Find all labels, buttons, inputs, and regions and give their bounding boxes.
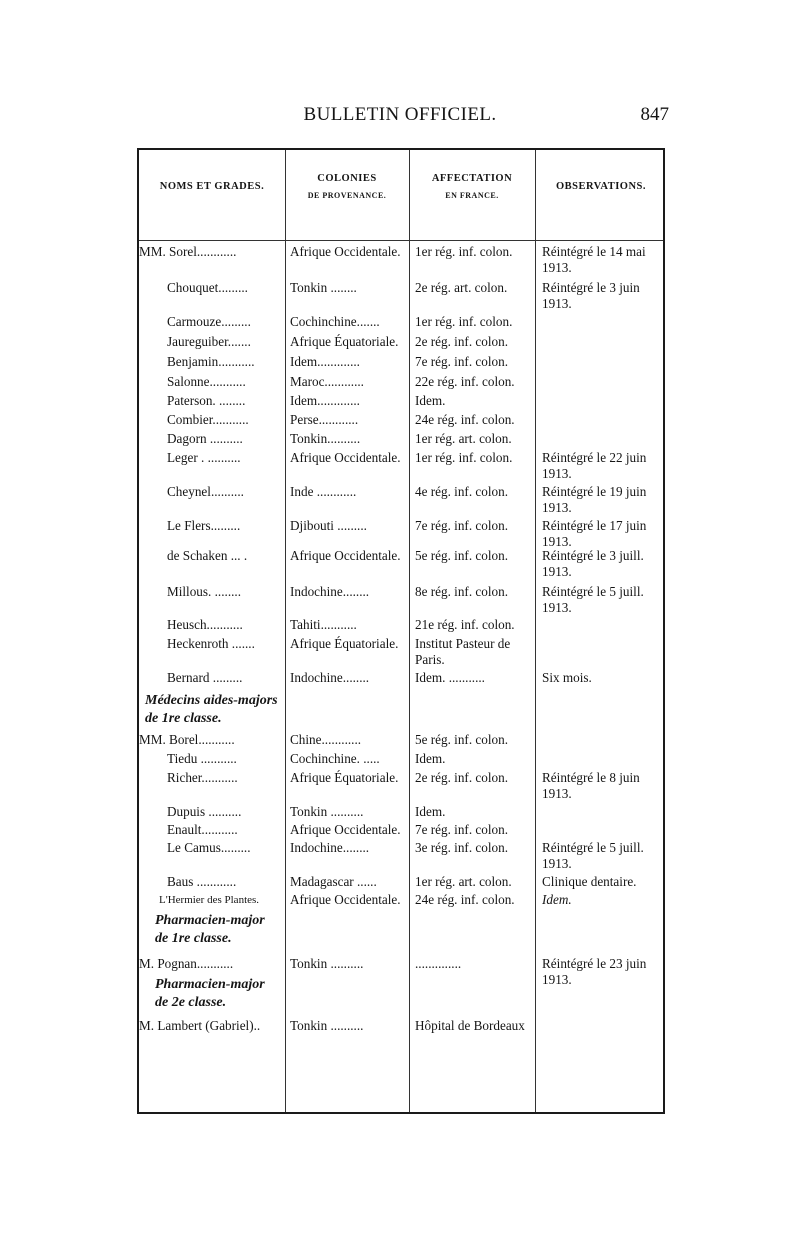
affectation-cell: 24e rég. inf. colon. [415,412,515,427]
table-row [139,584,663,615]
colony-cell: Maroc............ [290,374,364,389]
name-cell: MM. Sorel............ [139,244,237,259]
affectation-cell: 24e rég. inf. colon. [415,892,515,907]
page-header [0,104,800,132]
colony-cell: Afrique Occidentale. [290,822,401,837]
observation-cell: Réintégré le 14 mai 1913. [542,244,646,275]
column-header-observations: OBSERVATIONS. [555,181,647,192]
colony-cell: Tahiti........... [290,617,357,632]
observation-cell: Réintégré le 17 juin 1913. [542,518,647,549]
affectation-cell: 22e rég. inf. colon. [415,374,515,389]
table-row [139,354,663,376]
page-number: 847 [640,104,669,125]
affectation-cell: 21e rég. inf. colon. [415,617,515,632]
name-cell: Dupuis .......... [167,804,242,819]
table-row [139,484,663,515]
column-header-affectation-sub: EN FRANCE. [445,191,499,201]
affectation-cell: 3e rég. inf. colon. [415,840,509,855]
observation-cell: Réintégré le 3 juin 1913. [542,280,640,311]
colony-cell: Afrique Équatoriale. [290,334,399,349]
column-header-colonies-title: COLONIES [317,173,377,184]
table-row [139,548,663,579]
table-row [139,892,663,914]
affectation-cell: 5e rég. inf. colon. [415,548,509,563]
colony-cell: Afrique Équatoriale. [290,636,399,651]
colony-cell: Indochine........ [290,584,370,599]
section-heading: Médecins aides-majors de 1re classe. [145,693,278,726]
table-row [139,1018,663,1040]
affectation-cell: 8e rég. inf. colon. [415,584,509,599]
colony-cell: Madagascar ...... [290,874,377,889]
name-cell: Heckenroth ....... [167,636,255,651]
affectation-cell: 1er rég. inf. colon. [415,244,513,259]
affectation-cell: .............. [415,956,462,971]
name-cell: Chouquet......... [167,280,248,295]
affectation-cell: 2e rég. inf. colon. [415,770,509,785]
table-row [139,670,663,692]
colony-cell: Tonkin .......... [290,804,364,819]
observation-cell: Réintégré le 8 juin 1913. [542,770,640,801]
column-header-colonies-sub: DE PROVENANCE. [307,191,387,201]
affectation-cell: Idem. [415,804,446,819]
section-heading: Pharmacien-major de 2e classe. [155,977,265,1010]
table-row [139,518,663,549]
header-rule [139,240,663,241]
colony-cell: Afrique Occidentale. [290,548,401,563]
name-cell: Leger . .......... [167,450,241,465]
name-cell: Millous. ........ [167,584,242,599]
personnel-table [137,148,665,1114]
affectation-cell: 1er rég. art. colon. [415,874,512,889]
colony-cell: Afrique Occidentale. [290,892,401,907]
colony-cell: Indochine........ [290,840,370,855]
column-header-colonies [287,172,407,201]
colony-cell: Perse............ [290,412,359,427]
name-cell: Enault........... [167,822,238,837]
colony-cell: Cochinchine. ..... [290,751,380,766]
colony-cell: Tonkin.......... [290,431,361,446]
name-cell: Carmouze......... [167,314,251,329]
colony-cell: Tonkin ........ [290,280,357,295]
name-cell: Salonne........... [167,374,246,389]
affectation-cell: 7e rég. inf. colon. [415,518,509,533]
affectation-cell: 2e rég. art. colon. [415,280,508,295]
table-row [139,956,663,987]
name-cell: Paterson. ........ [167,393,246,408]
observation-cell: Clinique dentaire. [542,874,637,889]
colony-cell: Idem............. [290,393,360,408]
running-title: BULLETIN OFFICIEL. [303,104,497,125]
colony-cell: Djibouti ......... [290,518,367,533]
table-row [139,840,663,871]
name-cell: L'Hermier des Plantes. [159,894,260,906]
colony-cell: Afrique Occidentale. [290,244,401,259]
table-row [139,244,663,275]
table-row [139,334,663,356]
observation-cell: Idem. [542,892,572,907]
name-cell: Combier........... [167,412,249,427]
name-cell: Dagorn .......... [167,431,243,446]
affectation-cell: Idem. ........... [415,670,485,685]
table-row [139,636,663,670]
section-heading: Pharmacien-major de 1re classe. [155,913,265,946]
affectation-cell: 1er rég. inf. colon. [415,314,513,329]
colony-cell: Cochinchine....... [290,314,380,329]
name-cell: M. Pognan........... [139,956,234,971]
name-cell: Heusch........... [167,617,243,632]
name-cell: Richer........... [167,770,238,785]
name-cell: Le Flers......... [167,518,241,533]
name-cell: Tiedu ........... [167,751,237,766]
affectation-cell: 5e rég. inf. colon. [415,732,509,747]
affectation-cell: 2e rég. inf. colon. [415,334,509,349]
colony-cell: Tonkin .......... [290,956,364,971]
name-cell: MM. Borel........... [139,732,235,747]
table-row [139,450,663,481]
name-cell: Jaureguiber....... [167,334,251,349]
observation-cell: Réintégré le 19 juin 1913. [542,484,647,515]
affectation-cell: 1er rég. inf. colon. [415,450,513,465]
colony-cell: Afrique Équatoriale. [290,770,399,785]
observation-cell: Réintégré le 5 juill. 1913. [542,840,644,871]
name-cell: Benjamin........... [167,354,255,369]
name-cell: Cheynel.......... [167,484,244,499]
colony-cell: Tonkin .......... [290,1018,364,1033]
colony-cell: Afrique Occidentale. [290,450,401,465]
affectation-cell: 1er rég. art. colon. [415,431,512,446]
name-cell: M. Lambert (Gabriel).. [139,1018,261,1033]
colony-cell: Idem............. [290,354,360,369]
affectation-cell: Hôpital de Bordeaux [415,1018,525,1033]
table-row [139,314,663,336]
affectation-cell: 7e rég. inf. colon. [415,354,509,369]
column-header-affectation [411,172,533,201]
affectation-cell: 7e rég. inf. colon. [415,822,509,837]
colony-cell: Chine............ [290,732,362,747]
affectation-cell: 4e rég. inf. colon. [415,484,509,499]
name-cell: Le Camus......... [167,840,251,855]
table-row [139,280,663,311]
affectation-cell: Idem. [415,393,446,408]
affectation-cell: Idem. [415,751,446,766]
name-cell: Bernard ......... [167,670,243,685]
name-cell: de Schaken ... . [167,548,248,563]
observation-cell: Six mois. [542,670,592,685]
name-cell: Baus ............ [167,874,237,889]
table-row [139,770,663,801]
column-header-names: NOMS ET GRADES. [159,181,265,192]
colony-cell: Inde ............ [290,484,357,499]
affectation-cell: Institut Pasteur de Paris. [415,636,511,667]
column-header-affectation-title: AFFECTATION [431,173,513,184]
observation-cell: Réintégré le 23 juin 1913. [542,956,647,987]
observation-cell: Réintégré le 22 juin 1913. [542,450,647,481]
observation-cell: Réintégré le 5 juill. 1913. [542,584,644,615]
colony-cell: Indochine........ [290,670,370,685]
observation-cell: Réintégré le 3 juill. 1913. [542,548,644,579]
